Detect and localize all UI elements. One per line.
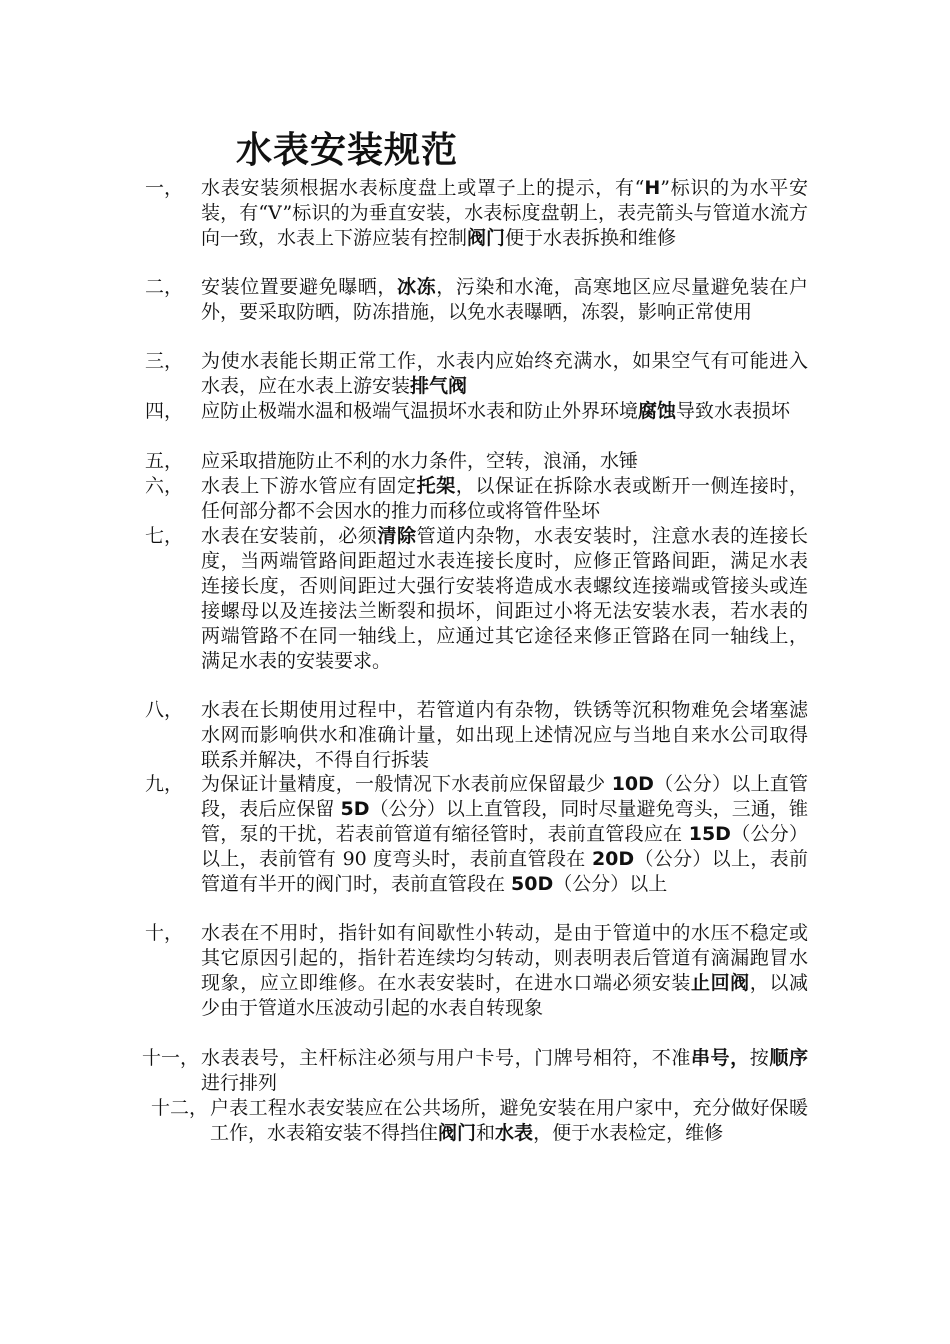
text-run: 应防止极端水温和极端气温损坏水表和防止外界环境 xyxy=(201,400,639,422)
text-run: 水表在安装前，必须 xyxy=(201,525,378,547)
item-text xyxy=(201,1046,808,1096)
emphasis-text: 阀门 xyxy=(467,227,506,249)
item-number: 五， xyxy=(145,450,184,472)
text-run: ，污染和水淹，高寒地区应尽量避免装在户外，要采取防晒，防冻措施，以免水表曝晒，冻裂，影响正常使用 xyxy=(201,276,808,323)
text-run: 水表上下游水管应有固定 xyxy=(201,475,417,497)
item-number: 一， xyxy=(145,177,184,199)
emphasis-text: 腐蚀 xyxy=(638,400,677,422)
item-number: 三， xyxy=(145,350,184,372)
text-run: 安装位置要避免曝晒， xyxy=(201,276,397,298)
item-text xyxy=(210,1096,808,1146)
emphasis-text: 10D xyxy=(611,773,654,795)
item-number: 八， xyxy=(145,699,184,721)
emphasis-text: 冰冻 xyxy=(397,276,437,298)
text-run: 为保证计量精度，一般情况下水表前应保留最少 xyxy=(201,773,612,795)
text-run: （公分）以上，表前管道有半开的阀门时，表前直管段在 xyxy=(201,848,808,895)
emphasis-text: 排气阀 xyxy=(410,375,468,397)
text-run: 为使水表能长期正常工作，水表内应始终充满水，如果空气有可能进入水表，应在水表上游安装 xyxy=(201,350,808,397)
text-run: ，以保证在拆除水表或断开一侧连接时，任何部分都不会因水的推力而移位或将管件坠坏 xyxy=(201,475,808,522)
item-number: 四， xyxy=(145,400,184,422)
emphasis-text: 5D xyxy=(340,798,370,820)
text-run: 水表表号，主杆标注必须与用户卡号，门牌号相符，不准 xyxy=(201,1047,691,1069)
text-run: ，便于水表检定，维修 xyxy=(533,1122,724,1144)
emphasis-text: 串号， xyxy=(690,1047,750,1069)
item-number: 七， xyxy=(145,525,184,547)
emphasis-text: 水表 xyxy=(495,1122,534,1144)
item-number: 十， xyxy=(145,922,184,944)
text-run: （公分）以上直管段，表后应保留 xyxy=(201,773,808,820)
text-run: ”标识的为水平安装，有“V”标识的为垂直安装，水表标度盘朝上，表壳箭头与管道水流方向一致，水表上下游应装有控制 xyxy=(201,177,808,249)
item-text xyxy=(201,449,808,474)
text-run: 导致水表损坏 xyxy=(676,400,791,422)
item-text xyxy=(201,524,808,674)
text-run: （公分）以上，表前管有 90 度弯头时，表前直管段在 xyxy=(201,823,808,870)
text-run: 水表在不用时，指针如有间歇性小转动，是由于管道中的水压不稳定或其它原因引起的，指针若连续均匀转动，则表明表后管道有滴漏跑冒水现象，应立即维修。在水表安装时，在进水口端必须安装 xyxy=(201,922,808,994)
item-text xyxy=(201,921,808,1021)
item-text xyxy=(201,698,808,773)
emphasis-text: H xyxy=(644,177,661,199)
text-run: ，以减少由于管道水压波动引起的水表自转现象 xyxy=(201,972,808,1019)
item-text xyxy=(201,349,808,399)
emphasis-text: 顺序 xyxy=(769,1047,808,1069)
emphasis-text: 20D xyxy=(591,848,635,870)
emphasis-text: 阀门 xyxy=(438,1122,477,1144)
text-run: 水表在长期使用过程中，若管道内有杂物，铁锈等沉积物难免会堵塞滤水网而影响供水和准确计量，如出现上述情况应与当地自来水公司取得联系并解决，不得自行拆装 xyxy=(201,699,808,771)
item-number: 十一， xyxy=(142,1047,200,1069)
item-text xyxy=(201,399,808,424)
text-run: 应采取措施防止不利的水力条件，空转，浪涌，水锤 xyxy=(201,450,639,472)
emphasis-text: 15D xyxy=(688,823,731,845)
emphasis-text: 托架 xyxy=(416,475,456,497)
text-run: 按 xyxy=(749,1047,770,1069)
item-number: 十二， xyxy=(151,1097,209,1119)
item-number: 九， xyxy=(145,773,184,795)
text-run: 进行排列 xyxy=(201,1072,278,1094)
text-run: 和 xyxy=(476,1122,496,1144)
item-number: 六， xyxy=(145,475,184,497)
item-text xyxy=(201,176,808,251)
emphasis-text: 50D xyxy=(511,873,554,895)
text-run: （公分）以上 xyxy=(553,873,668,895)
text-run: 管道内杂物，水表安装时，注意水表的连接长度，当两端管路间距超过水表连接长度时，应修正管路间距，满足水表连接长度，否则间距过大强行安装将造成水表螺纹连接端或管接头或连接螺母以及连接法兰断裂和损坏，间距过小将无法安装水表，若水表的两端管路不在同一轴线上，应通过其它途径来修正管路在同一轴线上，满足水表的安装要求。 xyxy=(201,525,808,672)
item-text xyxy=(201,474,808,524)
emphasis-text: 清除 xyxy=(377,525,417,547)
text-run: （公分）以上直管段，同时尽量避免弯头，三通，锥管，泵的干扰，若表前管道有缩径管时，表前直管段应在 xyxy=(201,798,808,845)
item-number: 二， xyxy=(145,276,184,298)
text-run: 水表安装须根据水表标度盘上或罩子上的提示，有“ xyxy=(201,177,645,199)
page-title: 水表安装规范 xyxy=(236,130,459,171)
text-run: 便于水表拆换和维修 xyxy=(505,227,677,249)
emphasis-text: 止回阀 xyxy=(690,972,750,994)
item-text xyxy=(201,772,808,897)
text-run: 户表工程水表安装应在公共场所，避免安装在用户家中，充分做好保暖工作，水表箱安装不得挡住 xyxy=(210,1097,808,1144)
item-text xyxy=(201,275,808,325)
